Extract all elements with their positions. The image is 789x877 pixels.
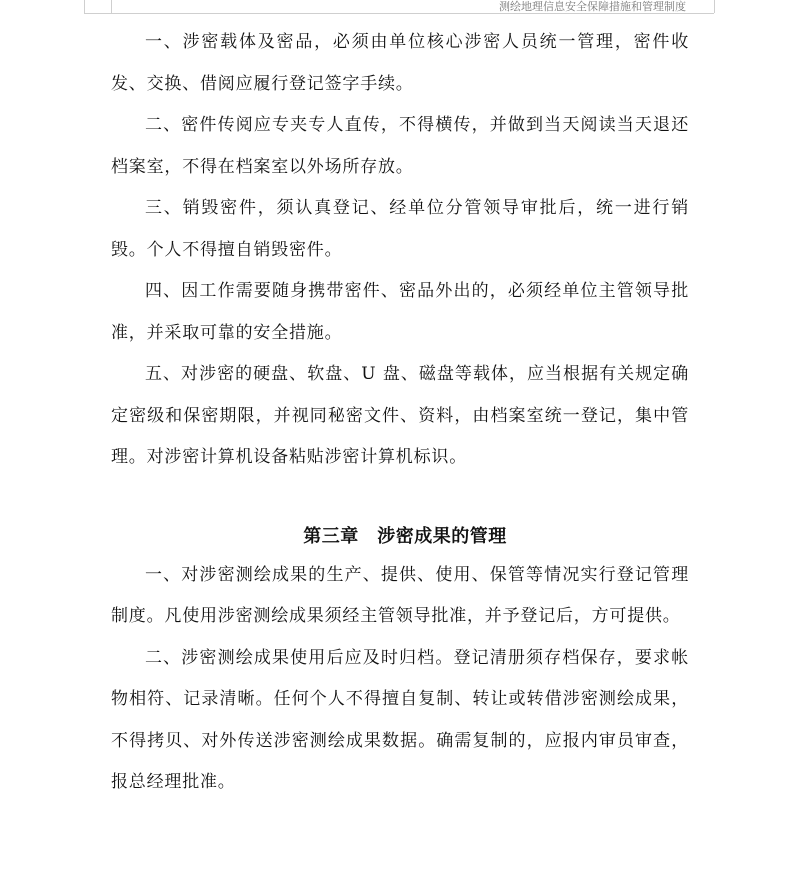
paragraph: 五、对涉密的硬盘、软盘、U 盘、磁盘等载体，应当根据有关规定确定密级和保密期限，并视同秘密文件、资料，由档案室统一登记，集中管理。对涉密计算机设备粘贴涉密计算机标识。 <box>111 364 689 467</box>
paragraph: 四、因工作需要随身携带密件、密品外出的，必须经单位主管领导批准，并采取可靠的安全措施。 <box>111 281 689 343</box>
paragraph: 三、销毁密件，须认真登记、经单位分管领导审批后，统一进行销毁。个人不得擅自销毁密件。 <box>111 198 689 260</box>
paragraph: 二、密件传阅应专夹专人直传，不得横传，并做到当天阅读当天退还档案室，不得在档案室以外场所存放。 <box>111 115 689 177</box>
paragraph: 二、涉密测绘成果使用后应及时归档。登记清册须存档保存，要求帐物相符、记录清晰。任何个人不得擅自复制、转让或转借涉密测绘成果，不得拷贝、对外传送涉密测绘成果数据。确需复制的，应报内审员审查，报总经理批准。 <box>111 647 689 792</box>
paragraph: 一、涉密载体及密品，必须由单位核心涉密人员统一管理，密件收发、交换、借阅应履行登记签字手续。 <box>111 32 689 94</box>
header-tick-left <box>84 0 85 13</box>
header-tick-right <box>714 0 715 13</box>
header-tick-margin <box>111 0 112 13</box>
document-body <box>111 22 689 804</box>
header-rule <box>84 13 714 14</box>
paragraph: 一、对涉密测绘成果的生产、提供、使用、保管等情况实行登记管理制度。凡使用涉密测绘成果须经主管领导批准，并予登记后，方可提供。 <box>111 564 689 626</box>
chapter-heading: 第三章 涉密成果的管理 <box>303 525 507 547</box>
running-header: 测绘地理信息安全保障措施和管理制度 <box>499 0 686 13</box>
